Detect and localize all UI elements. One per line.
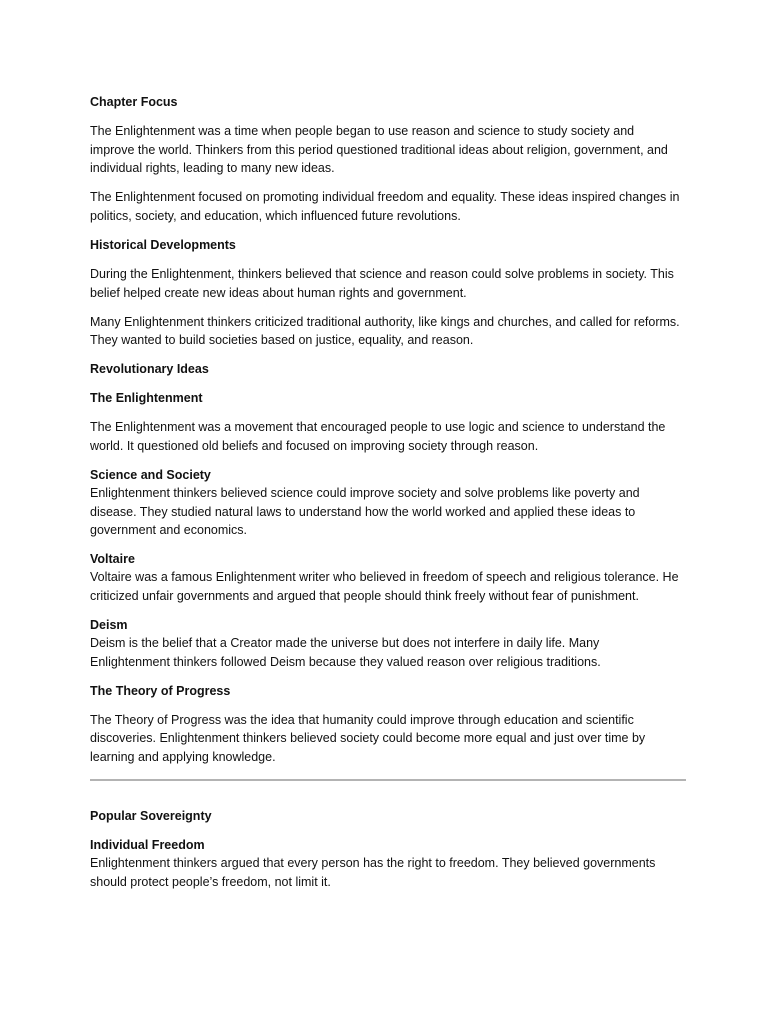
paragraph-historical-developments-1: During the Enlightenment, thinkers believed that science and reason could solve problems in society. This belief helped create new ideas about human rights and government. [90,266,674,300]
heading-the-enlightenment: The Enlightenment [90,391,203,406]
paragraph-deism: Deism is the belief that a Creator made the universe but does not interfere in daily life. Many Enlightenment thinkers followed Deism because they valued reason over religious traditions. [90,636,601,669]
paragraph-individual-freedom: Enlightenment thinkers argued that every person has the right to freedom. They believed governments should protect people’s freedom, not limit it. [90,856,656,890]
document-body [90,93,682,902]
paragraph-voltaire: Voltaire was a famous Enlightenment writer who believed in freedom of speech and religious tolerance. He criticized unfair governments and argued that people should think freely without fear of punishment. [90,570,679,603]
heading-revolutionary-ideas: Revolutionary Ideas [90,362,209,377]
heading-science-and-society: Science and Society [90,468,211,483]
paragraph-chapter-focus-2: The Enlightenment focused on promoting individual freedom and equality. These ideas inspired changes in politics, society, and education, which influenced future revolutions. [90,190,680,223]
heading-voltaire: Voltaire [90,552,135,567]
heading-individual-freedom: Individual Freedom [90,838,205,853]
paragraph-theory-of-progress: The Theory of Progress was the idea that humanity could improve through education and scientific discoveries. Enlightenment thinkers believed society could become more equal and just over time by learning and applying knowledge. [90,712,646,764]
heading-historical-developments: Historical Developments [90,237,236,252]
heading-popular-sovereignty: Popular Sovereignty [90,809,212,824]
heading-theory-of-progress: The Theory of Progress [90,683,231,698]
horizontal-divider [90,779,686,781]
paragraph-chapter-focus-1: The Enlightenment was a time when people began to use reason and science to study society and improve the world. Thinkers from this period questioned traditional ideas about religion, government, and individual rights, leading to many new ideas. [90,124,668,176]
paragraph-historical-developments-2: Many Enlightenment thinkers criticized traditional authority, like kings and churches, and called for reforms. They wanted to build societies based on justice, equality, and reason. [90,314,680,348]
paragraph-science-and-society: Enlightenment thinkers believed science could improve society and solve problems like poverty and disease. They studied natural laws to understand how the world worked and applied these ideas to government and economics. [90,486,640,538]
heading-chapter-focus: Chapter Focus [90,95,178,109]
heading-deism: Deism [90,618,128,632]
paragraph-the-enlightenment: The Enlightenment was a movement that encouraged people to use logic and science to understand the world. It questioned old beliefs and focused on improving society through reason. [90,420,666,453]
